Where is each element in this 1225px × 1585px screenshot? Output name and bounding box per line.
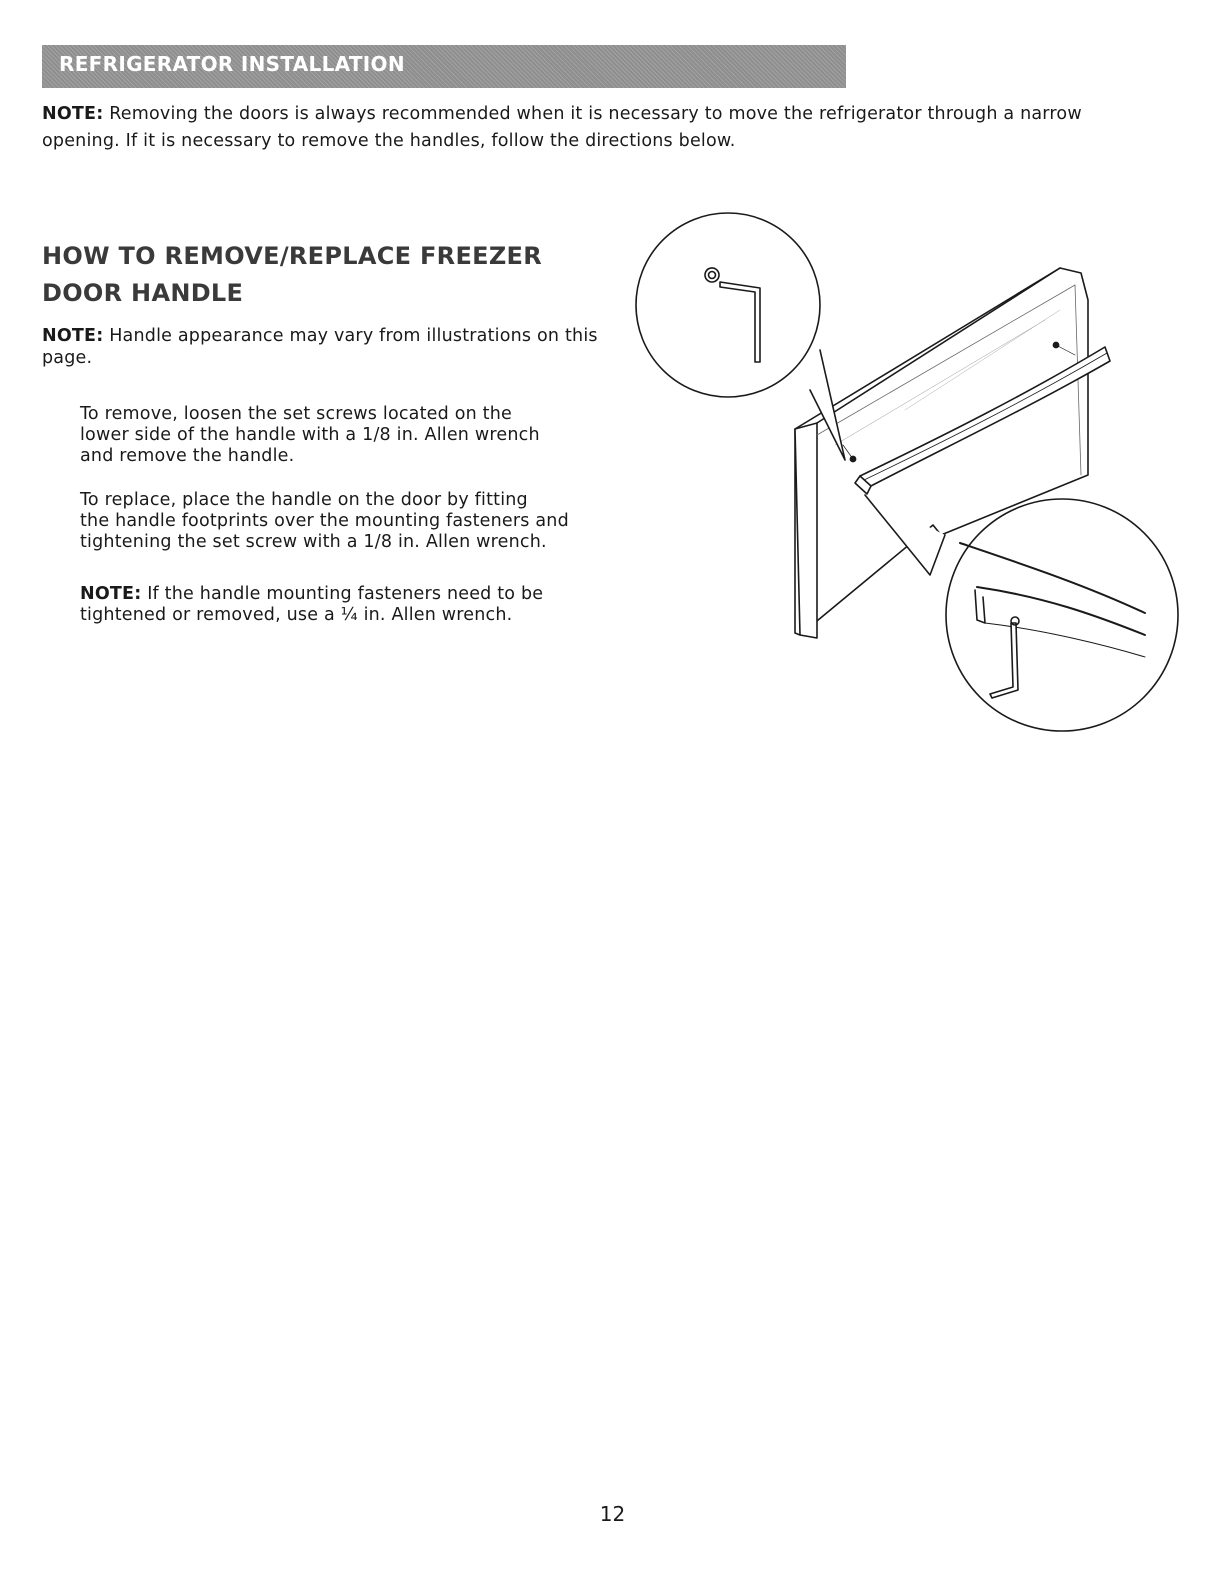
replace-instructions (80, 490, 569, 553)
remove-instructions (80, 404, 540, 467)
appearance-note-label: NOTE: (42, 326, 104, 346)
remove-line: lower side of the handle with a 1/8 in. Allen wrench (80, 425, 540, 445)
intro-note-text: Removing the doors is always recommended when it is necessary to move the refrigerator through a narrow opening. If it is necessary to remove the handles, follow the directions below. (42, 104, 1082, 151)
fastener-note-line: If the handle mounting fasteners need to be (147, 584, 544, 604)
section-banner (42, 45, 846, 88)
fastener-note-label: NOTE: (80, 584, 142, 604)
appearance-note-text: Handle appearance may vary from illustrations on this page. (42, 326, 598, 368)
section-title (42, 238, 582, 312)
banner-title: REFRIGERATOR INSTALLATION (59, 52, 405, 76)
replace-line: tightening the set screw with a 1/8 in. Allen wrench. (80, 532, 547, 552)
fastener-note (80, 584, 543, 626)
remove-line: and remove the handle. (80, 446, 295, 466)
section-title-line1: HOW TO REMOVE/REPLACE FREEZER (42, 242, 543, 270)
fastener-note-line: tightened or removed, use a ¼ in. Allen wrench. (80, 605, 513, 625)
appearance-note (42, 325, 602, 369)
intro-note (42, 101, 1152, 155)
intro-note-label: NOTE: (42, 104, 104, 124)
page-number: 12 (599, 1502, 626, 1526)
handle-removal-illustration (605, 205, 1195, 750)
remove-line: To remove, loosen the set screws located on the (80, 404, 512, 424)
bottom-detail-callout (865, 495, 1178, 731)
section-title-line2: DOOR HANDLE (42, 279, 244, 307)
replace-line: the handle footprints over the mounting fasteners and (80, 511, 569, 531)
replace-line: To replace, place the handle on the door by fitting (80, 490, 528, 510)
